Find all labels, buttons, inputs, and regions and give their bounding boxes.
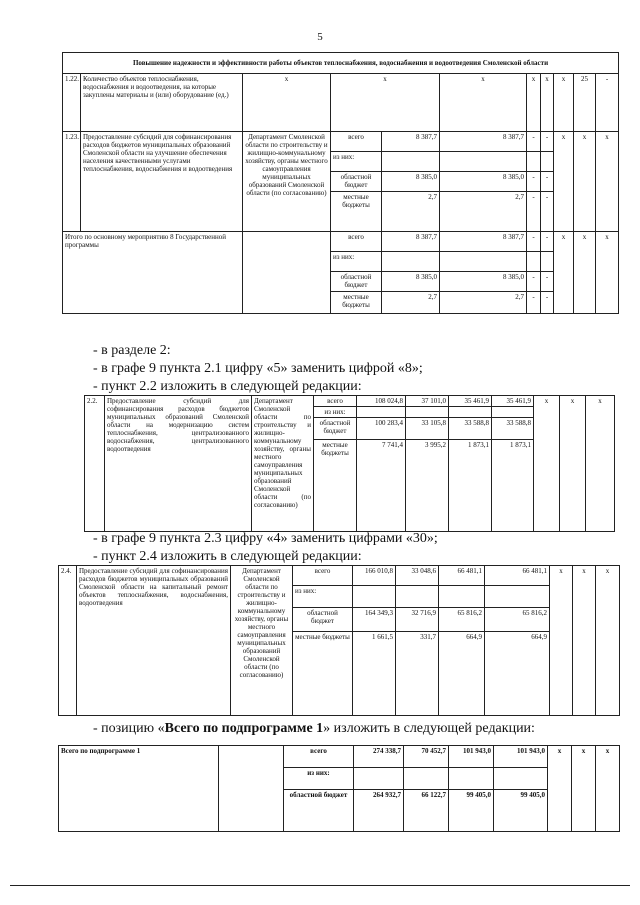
cell: 35 461,9 [449,396,492,407]
instruction-text: - пункт 2.4 изложить в следующей редакции: [93,549,362,564]
cell: 331,7 [396,632,439,716]
cell: x [586,396,615,532]
cell: 1 873,1 [449,440,492,532]
cell [541,252,554,272]
cell: - [527,232,541,252]
row-number: 1.23. [63,132,81,232]
cell: x [527,74,541,132]
cell: 1 873,1 [492,440,534,532]
cell: - [541,272,554,292]
cell: x [331,74,440,132]
cell [243,232,331,314]
cell: 8 387,7 [440,232,527,252]
source-label: всего [314,396,357,407]
source-label: местные бюджеты [314,440,357,532]
cell: x [550,566,573,716]
cell: 2,7 [440,192,527,232]
table-item-2-4 [58,565,620,716]
table-row [63,132,619,152]
source-label: областной бюджет [331,172,382,192]
row-name: Предоставление субсидий для софинансирования расходов бюджетов муниципальных образований Смоленской области на улучшение обеспечения населения качественными услугами теплоснабжения, водоснабжения и водоотведения [81,132,243,232]
cell: x [554,74,574,132]
cell [527,152,541,172]
cell: - [527,132,541,152]
cell: x [554,232,574,314]
cell: 264 932,7 [354,790,404,832]
cell: x [596,746,620,832]
source-label: из них: [331,152,382,172]
table-header: Повышение надежности и эффективности работы объектов теплоснабжения, водоснабжения и водоотведения Смоленской области [63,53,619,74]
source-label: из них: [284,768,354,790]
row-number: 2.4. [59,566,77,716]
instruction-bold: Всего по подпрограмме 1 [164,721,324,736]
row-number: 2.2. [85,396,105,532]
source-label: областной бюджет [293,608,353,632]
cell [382,252,440,272]
cell: x [243,74,331,132]
instruction-prefix: - позицию « [93,721,165,736]
cell: 8 385,0 [382,172,440,192]
cell: 99 405,0 [449,790,494,832]
source-label: областной бюджет [314,418,357,440]
cell: 99 405,0 [494,790,548,832]
cell [494,768,548,790]
cell: - [541,232,554,252]
cell: x [548,746,572,832]
cell: 2,7 [382,192,440,232]
cell [449,407,492,418]
instruction-suffix: » изложить в следующей редакции: [323,721,535,736]
cell: 37 101,0 [406,396,449,407]
source-label: из них: [293,586,353,608]
cell [404,768,449,790]
total-label: Итого по основному мероприятию 8 Государственной программы [63,232,243,314]
cell [396,586,439,608]
cell: 108 024,8 [357,396,406,407]
table-row [63,74,619,132]
table-section-1 [62,52,619,314]
cell [440,252,527,272]
cell: 101 943,0 [449,746,494,768]
source-label: областной бюджет [331,272,382,292]
cell: x [554,132,574,232]
source-label: местные бюджеты [331,292,382,314]
cell: 66 481,1 [485,566,550,586]
cell: 8 385,0 [382,272,440,292]
cell: x [560,396,586,532]
cell: - [541,292,554,314]
cell: 33 588,8 [492,418,534,440]
total-label: Всего по подпрограмме 1 [59,746,219,832]
row-name: Количество объектов теплоснабжения, водоснабжения и водоотведения, на которые закуплены материалы и (или) оборудование (ед.) [81,74,243,132]
cell: 2,7 [440,292,527,314]
executor: Департамент Смоленской области по строительству и жилищно-коммунальному хозяйству, органы местного самоуправления муниципальных образований Смоленской области (по согласованию) [252,396,314,532]
cell: 65 816,2 [439,608,485,632]
cell: x [574,232,596,314]
cell: 3 995,2 [406,440,449,532]
source-label: всего [284,746,354,768]
bottom-divider [10,885,630,886]
cell: 32 716,9 [396,608,439,632]
cell [541,152,554,172]
table-row [63,232,619,252]
row-name: Предоставление субсидий для софинансирования расходов бюджетов муниципальных образований Смоленской области на капитальный ремонт объектов теплоснабжения, водоснабжения, водоотведения [77,566,231,716]
cell: 70 452,7 [404,746,449,768]
cell: 66 122,7 [404,790,449,832]
cell: - [541,132,554,152]
source-label: всего [331,232,382,252]
cell [439,586,485,608]
source-label: из них: [331,252,382,272]
cell [406,407,449,418]
cell: x [596,566,620,716]
cell: 8 385,0 [440,172,527,192]
cell: 8 387,7 [382,132,440,152]
cell: - [527,172,541,192]
cell [449,768,494,790]
cell: 25 [574,74,596,132]
cell: 33 048,6 [396,566,439,586]
cell: x [574,132,596,232]
cell: 664,9 [439,632,485,716]
cell: x [541,74,554,132]
cell: - [596,74,619,132]
cell: 101 943,0 [494,746,548,768]
cell: 100 283,4 [357,418,406,440]
cell: 66 481,1 [439,566,485,586]
cell [485,586,550,608]
cell: 35 461,9 [492,396,534,407]
cell: - [527,192,541,232]
cell: x [596,232,619,314]
source-label: из них: [314,407,357,418]
source-label: всего [331,132,382,152]
cell [527,252,541,272]
cell: 8 385,0 [440,272,527,292]
cell [354,768,404,790]
cell: - [527,272,541,292]
page-number: 5 [317,31,323,43]
executor: Департамент Смоленской области по строительству и жилищно-коммунальному хозяйству, органы местного самоуправления муниципальных образований Смоленской области (по согласованию) [243,132,331,232]
instruction-text [93,721,535,737]
source-label: местные бюджеты [293,632,353,716]
cell: - [541,192,554,232]
cell: 274 338,7 [354,746,404,768]
instruction-text: - в разделе 2: [93,343,171,358]
source-label: областной бюджет [284,790,354,832]
cell: x [572,746,596,832]
table-item-2-2 [84,395,615,532]
cell: x [440,74,527,132]
row-number: 1.22. [63,74,81,132]
cell: 2,7 [382,292,440,314]
cell [219,746,284,832]
source-label: местные бюджеты [331,192,382,232]
cell [357,407,406,418]
cell: - [527,292,541,314]
cell: x [534,396,560,532]
cell: 164 349,3 [353,608,396,632]
table-subprogram-total [58,745,620,832]
cell [382,152,440,172]
cell: 166 010,8 [353,566,396,586]
cell [440,152,527,172]
cell: 8 387,7 [382,232,440,252]
cell: x [573,566,596,716]
source-label: всего [293,566,353,586]
cell: 33 588,8 [449,418,492,440]
instruction-text: - в графе 9 пункта 2.1 цифру «5» заменить цифрой «8»; [93,361,423,376]
instruction-text: - в графе 9 пункта 2.3 цифру «4» заменить цифрами «30»; [93,531,438,546]
instruction-text: - пункт 2.2 изложить в следующей редакции: [93,379,362,394]
cell: 65 816,2 [485,608,550,632]
row-name: Предоставление субсидий для софинансирования расходов бюджетов муниципальных образований Смоленской области на модернизацию систем теплоснабжения, централизованного водоснабжения, централизованного водоотведения [105,396,252,532]
cell: 33 105,8 [406,418,449,440]
cell: 7 741,4 [357,440,406,532]
cell: 8 387,7 [440,132,527,152]
cell: 1 661,5 [353,632,396,716]
executor: Департамент Смоленской области по строительству и жилищно-коммунальному хозяйству, органы местного самоуправления муниципальных образований Смоленской области (по согласованию) [231,566,293,716]
cell [492,407,534,418]
cell: - [541,172,554,192]
cell [353,586,396,608]
cell: 664,9 [485,632,550,716]
cell: x [596,132,619,232]
